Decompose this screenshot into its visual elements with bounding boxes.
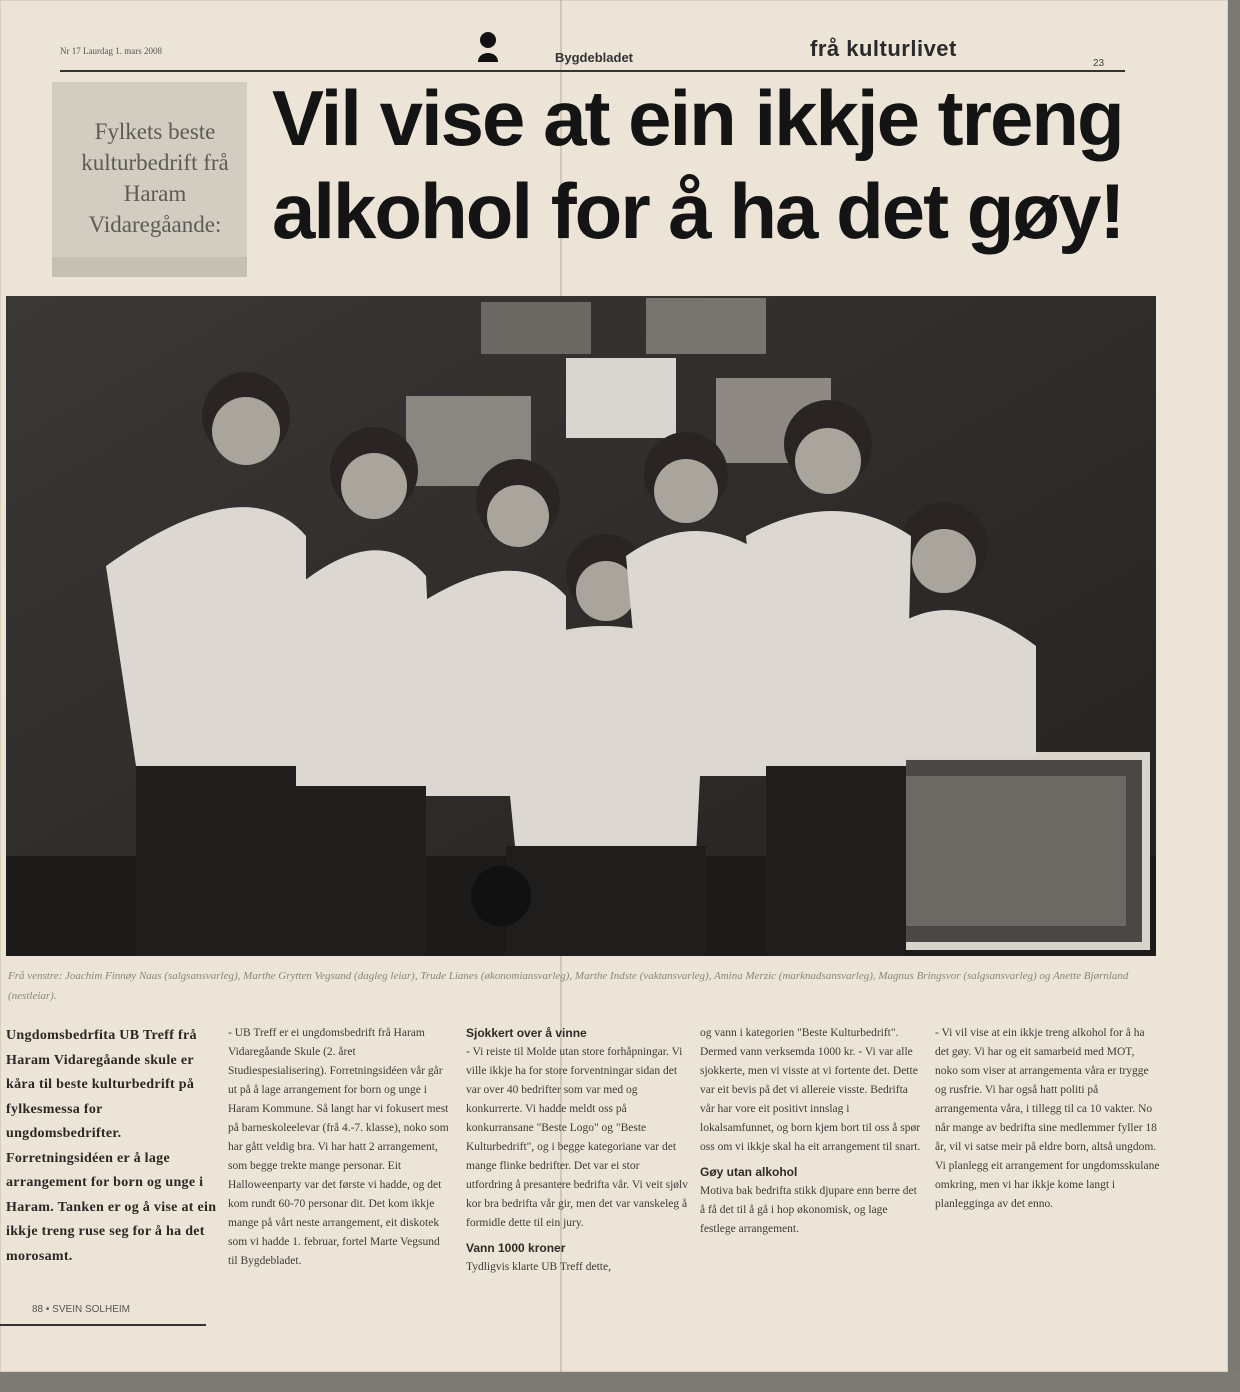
issue-line: Nr 17 Laurdag 1. mars 2008	[60, 46, 162, 56]
photo-caption: Frå venstre: Joachim Finnøy Naas (salgsansvarleg), Marthe Grytten Vegsund (dagleg leiar), Trude Lianes (økonomiansvarleg), Marthe Indste (vaktansvarleg), Amina Merzic (marknadsansvarleg), Magnus Bringsvor (salgsansvarleg) og Anette Bjørnland (nestleiar).	[8, 970, 1129, 1002]
kicker-text: Fylkets beste kulturbedrift frå Haram Vidaregåande:	[81, 119, 229, 237]
background-surface	[0, 1372, 1240, 1392]
headline: Vil vise at ein ikkje treng alkohol for å ha det gøy!	[272, 74, 1124, 255]
masthead	[60, 36, 1135, 76]
section-title: frå kulturlivet	[810, 36, 957, 61]
byline: 88 • SVEIN SOLHEIM	[32, 1304, 130, 1315]
column-2	[228, 1024, 450, 1271]
paper-logo-icon	[475, 30, 501, 64]
subheading-sjokkert: Sjokkert over å vinne	[466, 1026, 587, 1040]
column-4-text: og vann i kategorien "Beste Kulturbedrift". Dermed vann verksemda 1000 kr. - Vi var alle sjokkerte, men vi visste at vi fortente det. Dette var eit bevis på det vi allereie visste. Bedrifta vår har vore eit positivt innslag i lokalsamfunnet, og born kjem bort til oss å spør oss om vi ikkje skal ha eit arrangement til snart.	[700, 1027, 921, 1153]
column-3-text-b: Tydligvis klarte UB Treff dette,	[466, 1261, 611, 1273]
subheading-goy: Gøy utan alkohol	[700, 1165, 798, 1179]
column-3	[466, 1024, 688, 1277]
column-5	[935, 1024, 1160, 1214]
column-2-text: - UB Treff er ei ungdomsbedrift frå Haram Vidaregåande Skule (2. året Studiespesialisering). Forretningsidéen vår går ut på å lage arrangement for born og unge i Haram Kommune. Så langt har vi fokusert mest på barneskoleelevar (frå 4.-7. klasse), noko som har gått veldig bra. Vi har hatt 2 arrangement, som begge trekte mange personar. Eit Halloweenparty var det første vi hadde, og det kom rundt 60-70 personar dit. Det kom ikkje mange på vårt neste arrangement, eit diskotek som vi hadde 1. februar, fortel Marte Vegsund til Bygdebladet.	[228, 1027, 449, 1267]
column-4	[700, 1024, 922, 1239]
subheading-vann: Vann 1000 kroner	[466, 1241, 566, 1255]
column-5-text: - Vi vil vise at ein ikkje treng alkohol for å ha det gøy. Vi har og eit samarbeid med MOT, noko som viser at arrangementa våra er trygge og rusfrie. Vi har også hatt politi på arrangementa våra, i tillegg til ca 10 vakter. No når mange av bedrifta sine medlemmer fyller 18 år, vil vi satse meir på eldre born, altså ungdom. Vi planlegg eit arrangement for ungdomsskulane omkring, men vi har ikkje kome langt i planlegginga av det enno.	[935, 1027, 1160, 1210]
byline-rule	[0, 1324, 206, 1326]
group-photo	[6, 296, 1156, 956]
page-number: 23	[1093, 58, 1105, 69]
column-4-text-b: Motiva bak bedrifta stikk djupare enn berre det å få det til å gå i hop økonomisk, og lage festlege arrangement.	[700, 1185, 917, 1235]
lead-paragraph: Ungdomsbedrfita UB Treff frå Haram Vidaregåande skule er kåra til beste kulturbedrift på fylkesmessa for ungdomsbedrifter. Forretningsidéen er å lage arrangement for born og unge i Haram. Tanken er og å vise at ein ikkje treng ruse seg for å ha det morosamt.	[6, 1028, 217, 1264]
paper-name: Bygdebladet	[555, 50, 634, 65]
column-3-text: - Vi reiste til Molde utan store forhåpningar. Vi ville ikkje ha for store forventningar sidan det var over 40 bedrifter som var med og konkurrerte. Vi hadde meldt oss på konkurransane "Beste Logo" og "Beste Kulturbedrift", og i begge kategoriane var det mange flinke bedrifter. Det var ei stor utfordring å presantere bedrifta vår. Vi veit sjølv kor bra bedrifta vår gir, men det var vanskeleg å formidle dette til ein jury.	[466, 1046, 688, 1229]
